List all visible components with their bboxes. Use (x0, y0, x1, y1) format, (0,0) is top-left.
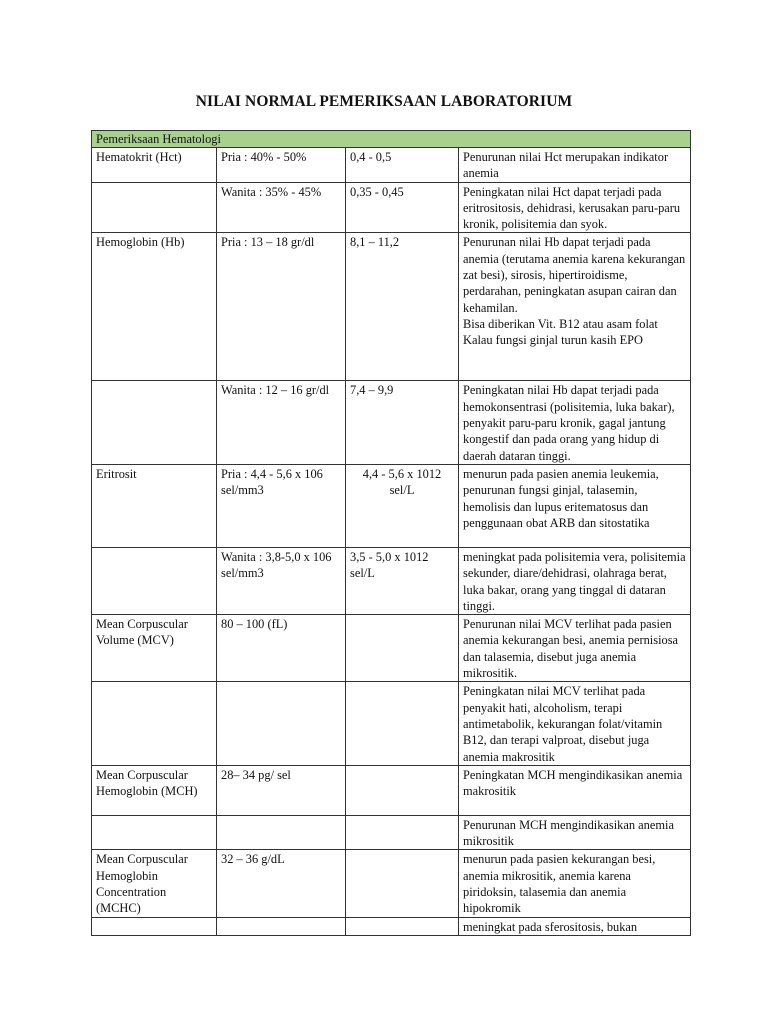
notes-cell: Peningkatan nilai Hct dapat terjadi pada eritrositosis, dehidrasi, kerusakan paru-paru kronik, polisitemia dan syok. (459, 182, 691, 233)
normal-value-cell: 32 – 36 g/dL (217, 850, 346, 917)
section-header: Pemeriksaan Hematologi (92, 131, 691, 148)
lab-values-table (91, 130, 691, 936)
normal-value-cell: Wanita : 35% - 45% (217, 182, 346, 233)
si-value-cell: 0,4 - 0,5 (346, 148, 459, 183)
si-value-cell (346, 765, 459, 815)
notes-cell: Peningkatan nilai MCV terlihat pada penyakit hati, alcoholism, terapi antimetabolik, kekurangan folat/vitamin B12, dan terapi valproat, disebut juga anemia makrositik (459, 682, 691, 765)
normal-value-cell (217, 682, 346, 765)
table-row (92, 682, 691, 765)
test-name-cell (92, 917, 217, 935)
si-value-cell: 4,4 - 5,6 x 1012 sel/L (346, 464, 459, 547)
table-row (92, 547, 691, 614)
normal-value-cell: Wanita : 12 – 16 gr/dl (217, 381, 346, 464)
table-row (92, 148, 691, 183)
si-value-cell (346, 850, 459, 917)
table-row (92, 182, 691, 233)
notes-cell (459, 233, 691, 381)
normal-value-cell: Wanita : 3,8-5,0 x 106 sel/mm3 (217, 547, 346, 614)
notes-cell: Penurunan nilai Hct merupakan indikator anemia (459, 148, 691, 183)
test-name-cell: Hematokrit (Hct) (92, 148, 217, 183)
normal-value-cell (217, 815, 346, 850)
si-value-cell (346, 615, 459, 682)
table-row (92, 917, 691, 935)
page-title: NILAI NORMAL PEMERIKSAAN LABORATORIUM (195, 93, 573, 110)
notes-cell: Penurunan nilai MCV terlihat pada pasien anemia kekurangan besi, anemia pernisiosa dan talasemia, disebut juga anemia mikrositik. (459, 615, 691, 682)
table-row (92, 381, 691, 464)
test-name-cell (92, 547, 217, 614)
test-name-cell: Eritrosit (92, 464, 217, 547)
si-value-cell (346, 917, 459, 935)
normal-value-cell: 80 – 100 (fL) (217, 615, 346, 682)
test-name-cell (92, 182, 217, 233)
note-line: Penurunan nilai Hb dapat terjadi pada anemia (terutama anemia karena kekurangan zat besi), sirosis, hipertiroidisme, perdarahan, peningkatan asupan cairan dan kehamilan. (463, 235, 686, 315)
test-name-cell (92, 815, 217, 850)
notes-cell: menurun pada pasien kekurangan besi, anemia mikrositik, anemia karena piridoksin, talasemia dan anemia hipokromik (459, 850, 691, 917)
test-name-cell (92, 381, 217, 464)
test-name-cell: Hemoglobin (Hb) (92, 233, 217, 381)
notes-cell: menurun pada pasien anemia leukemia, penurunan fungsi ginjal, talasemin, hemolisis dan lupus eritematosus dan penggunaan obat ARB dan sitostatika (459, 464, 691, 547)
test-name-cell (92, 682, 217, 765)
si-value-cell: 3,5 - 5,0 x 1012 sel/L (346, 547, 459, 614)
normal-value-cell: Pria : 40% - 50% (217, 148, 346, 183)
normal-value-cell: 28– 34 pg/ sel (217, 765, 346, 815)
table-row (92, 464, 691, 547)
table-row (92, 815, 691, 850)
table-row (92, 765, 691, 815)
normal-value-cell: Pria : 4,4 - 5,6 x 106 sel/mm3 (217, 464, 346, 547)
note-line: Bisa diberikan Vit. B12 atau asam folat (463, 316, 658, 331)
test-name-cell: Mean Corpuscular Hemoglobin (MCH) (92, 765, 217, 815)
si-value-cell: 7,4 – 9,9 (346, 381, 459, 464)
test-name-cell: Mean Corpuscular Hemoglobin Concentration (MCHC) (92, 850, 217, 917)
notes-cell: meningkat pada sferositosis, bukan (459, 917, 691, 935)
normal-value-cell (217, 917, 346, 935)
table-row (92, 615, 691, 682)
si-value-cell (346, 815, 459, 850)
section-header-row (92, 131, 691, 148)
test-name-cell: Mean Corpuscular Volume (MCV) (92, 615, 217, 682)
notes-cell: meningkat pada polisitemia vera, polisitemia sekunder, diare/dehidrasi, olahraga berat, luka bakar, orang yang tinggal di dataran tinggi. (459, 547, 691, 614)
si-value-cell (346, 682, 459, 765)
notes-cell: Peningkatan nilai Hb dapat terjadi pada hemokonsentrasi (polisitemia, luka bakar), penyakit paru-paru kronik, gagal jantung kongestif dan pada orang yang hidup di daerah dataran tinggi. (459, 381, 691, 464)
table-row (92, 233, 691, 381)
notes-cell: Penurunan MCH mengindikasikan anemia mikrositik (459, 815, 691, 850)
note-line: Kalau fungsi ginjal turun kasih EPO (463, 333, 643, 348)
si-value-cell: 0,35 - 0,45 (346, 182, 459, 233)
table-row (92, 850, 691, 917)
normal-value-cell: Pria : 13 – 18 gr/dl (217, 233, 346, 381)
si-value-cell: 8,1 – 11,2 (346, 233, 459, 381)
notes-cell: Peningkatan MCH mengindikasikan anemia makrositik (459, 765, 691, 815)
